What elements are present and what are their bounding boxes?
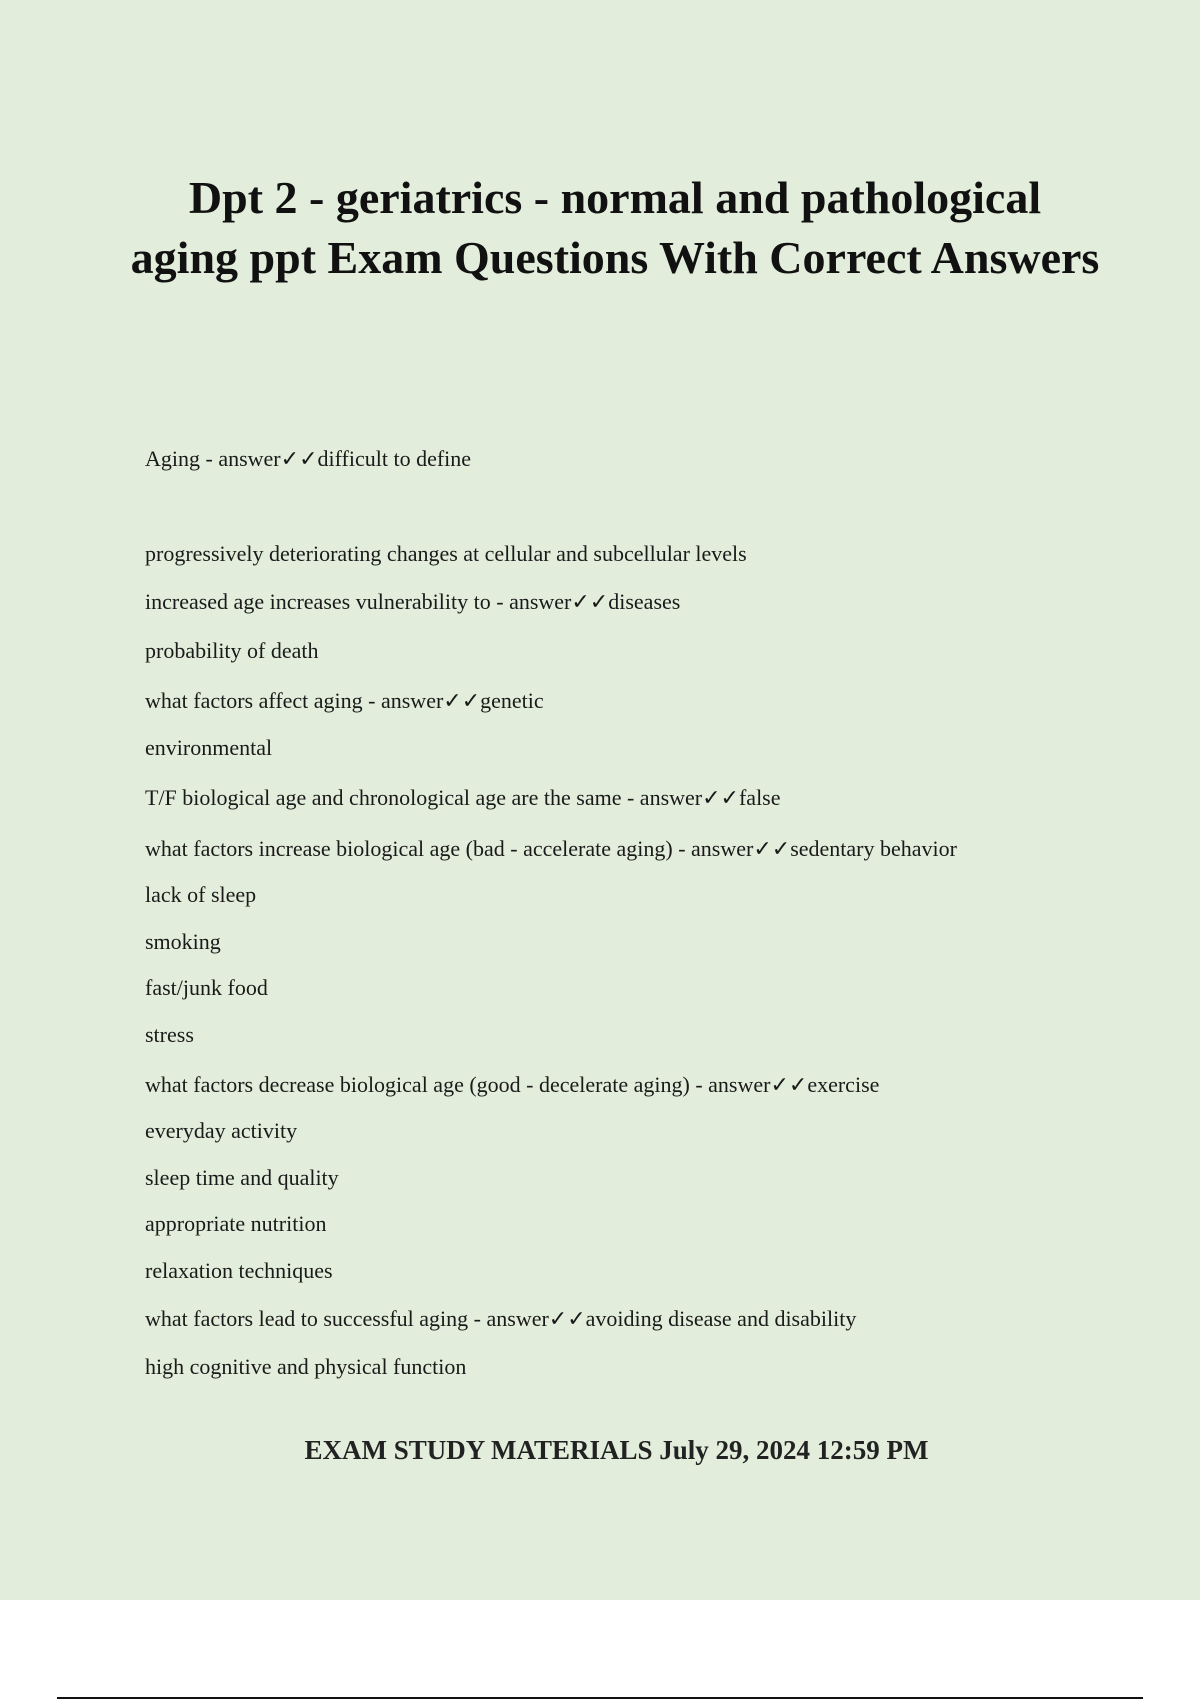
qa-line: increased age increases vulnerability to - answer✓✓diseases <box>145 589 681 614</box>
qa-line: T/F biological age and chronological age are the same - answer✓✓false <box>145 785 781 810</box>
qa-line: what factors increase biological age (bad - accelerate aging) - answer✓✓sedentary behavior <box>145 836 957 861</box>
document-footer: EXAM STUDY MATERIALS July 29, 2024 12:59 PM <box>304 1435 929 1465</box>
bottom-divider <box>57 1697 1143 1699</box>
qa-line: environmental <box>145 735 273 760</box>
qa-line: sleep time and quality <box>145 1165 339 1190</box>
qa-line: probability of death <box>145 638 319 663</box>
qa-line: high cognitive and physical function <box>145 1354 467 1379</box>
qa-line: stress <box>145 1022 194 1047</box>
qa-line: smoking <box>145 929 221 954</box>
qa-line: what factors lead to successful aging - answer✓✓avoiding disease and disability <box>145 1306 857 1331</box>
qa-line: everyday activity <box>145 1118 298 1143</box>
document-title: Dpt 2 - geriatrics - normal and pathological aging ppt Exam Questions With Correct Answers <box>130 172 1100 283</box>
qa-line: appropriate nutrition <box>145 1211 327 1236</box>
qa-line: what factors decrease biological age (good - decelerate aging) - answer✓✓exercise <box>145 1072 880 1097</box>
qa-line: fast/junk food <box>145 975 268 1000</box>
qa-line: progressively deteriorating changes at cellular and subcellular levels <box>145 541 747 566</box>
qa-line: what factors affect aging - answer✓✓genetic <box>145 688 544 713</box>
qa-line: Aging - answer✓✓difficult to define <box>145 446 472 471</box>
qa-line: lack of sleep <box>145 882 257 907</box>
qa-line: relaxation techniques <box>145 1258 333 1283</box>
